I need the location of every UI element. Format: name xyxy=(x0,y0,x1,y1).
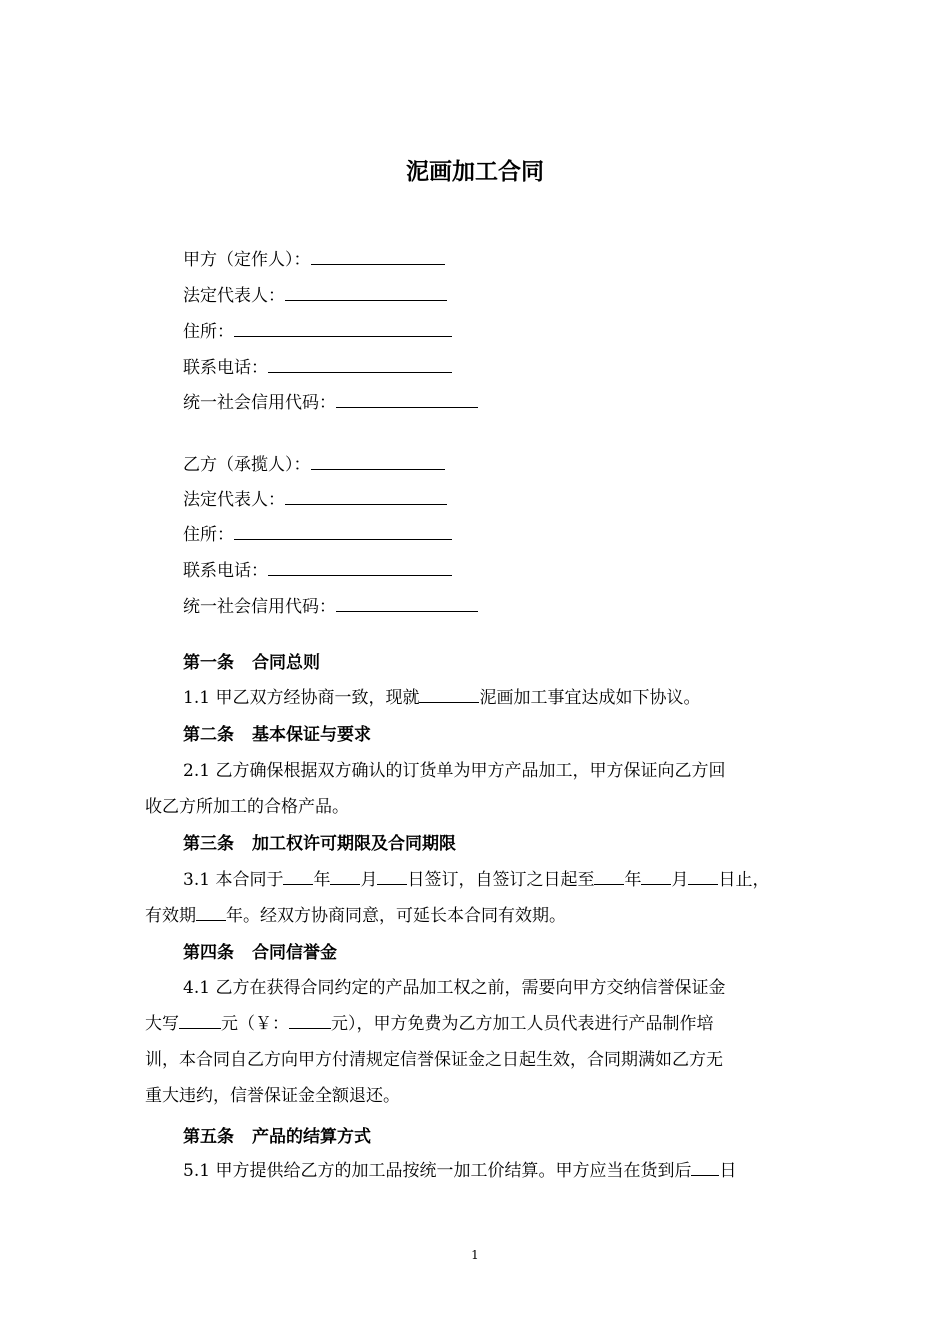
clause-1-1-text-a: 1.1 甲乙双方经协商一致，现就 xyxy=(183,688,420,708)
end-year-blank[interactable] xyxy=(594,864,624,885)
clause-4-1-line-3: 训，本合同自乙方向甲方付清规定信誉保证金之日起生效，合同期满如乙方无 xyxy=(145,1050,723,1070)
party-a-credit-code-label: 统一社会信用代码： xyxy=(183,393,336,413)
party-b-rep-blank[interactable] xyxy=(285,484,447,505)
clause-4-1-line-1: 4.1 乙方在获得合同约定的产品加工权之前，需要向甲方交纳信誉保证金 xyxy=(183,978,726,998)
sign-day-blank[interactable] xyxy=(377,864,407,885)
party-b-rep-field xyxy=(183,484,447,512)
clause-3-1-text-e: 年 xyxy=(624,870,642,890)
deposit-words-blank[interactable] xyxy=(179,1008,221,1029)
clause-1-1 xyxy=(145,680,805,716)
clause-3-1 xyxy=(145,862,805,934)
sign-year-blank[interactable] xyxy=(283,864,313,885)
page-number: 1 xyxy=(471,1248,479,1262)
article-4-heading xyxy=(183,941,337,965)
party-b-credit-code-field xyxy=(183,591,478,619)
article-1-number: 第一条 xyxy=(183,653,234,673)
clause-3-1-text-h: 有效期 xyxy=(145,906,196,926)
clause-3-1-text-d: 日签订，自签订之日起至 xyxy=(407,870,595,890)
party-b-name-blank[interactable] xyxy=(311,449,445,470)
clause-2-1 xyxy=(145,753,805,825)
clause-5-1-text-a: 5.1 甲方提供给乙方的加工品按统一加工价结算。甲方应当在货到后 xyxy=(183,1161,692,1181)
deposit-amount-blank[interactable] xyxy=(289,1008,331,1029)
party-a-credit-code-field xyxy=(183,387,478,415)
party-a-rep-blank[interactable] xyxy=(285,280,447,301)
article-3-title: 加工权许可期限及合同期限 xyxy=(252,834,456,854)
article-5-heading xyxy=(183,1125,371,1149)
party-a-address-blank[interactable] xyxy=(234,316,452,337)
article-4-title: 合同信誉金 xyxy=(252,943,337,963)
clause-4-1-text-b: 元（￥： xyxy=(221,1014,289,1034)
party-b-name-field xyxy=(183,449,445,477)
party-b-address-blank[interactable] xyxy=(234,519,452,540)
party-b-phone-field xyxy=(183,555,452,583)
clause-2-1-line-2: 收乙方所加工的合格产品。 xyxy=(145,797,349,817)
party-a-address-field xyxy=(183,316,452,344)
party-a-credit-code-blank[interactable] xyxy=(336,387,478,408)
article-5-title: 产品的结算方式 xyxy=(252,1127,371,1147)
article-1-title: 合同总则 xyxy=(252,653,320,673)
party-a-name-label: 甲方（定作人）： xyxy=(183,250,311,270)
party-a-rep-field xyxy=(183,280,447,308)
party-a-rep-label: 法定代表人： xyxy=(183,286,285,306)
sign-month-blank[interactable] xyxy=(330,864,360,885)
party-b-rep-label: 法定代表人： xyxy=(183,490,285,510)
clause-4-1-line-4: 重大违约，信誉保证金全额退还。 xyxy=(145,1086,400,1106)
document-title: 泥画加工合同 xyxy=(406,159,544,185)
clause-5-1-text-b: 日 xyxy=(719,1161,737,1181)
clause-4-1 xyxy=(145,970,805,1114)
validity-years-blank[interactable] xyxy=(196,900,226,921)
party-b-phone-blank[interactable] xyxy=(268,555,452,576)
payment-days-blank[interactable] xyxy=(691,1155,719,1176)
party-a-address-label: 住所： xyxy=(183,322,234,342)
party-a-name-field xyxy=(183,244,445,272)
party-a-phone-blank[interactable] xyxy=(268,352,452,373)
clause-3-1-text-a: 3.1 本合同于 xyxy=(183,870,284,890)
article-5-number: 第五条 xyxy=(183,1127,234,1147)
clause-3-1-text-f: 月 xyxy=(671,870,689,890)
clause-1-1-blank[interactable] xyxy=(419,682,479,703)
clause-1-1-text-b: 泥画加工事宜达成如下协议。 xyxy=(479,688,701,708)
party-a-name-blank[interactable] xyxy=(311,244,445,265)
clause-3-1-text-c: 月 xyxy=(360,870,378,890)
party-b-name-label: 乙方（承揽人）： xyxy=(183,455,311,475)
party-b-address-field xyxy=(183,519,452,547)
end-month-blank[interactable] xyxy=(641,864,671,885)
article-2-heading xyxy=(183,723,371,747)
clause-4-1-text-c: 元），甲方免费为乙方加工人员代表进行产品制作培 xyxy=(331,1014,714,1034)
party-b-phone-label: 联系电话： xyxy=(183,561,268,581)
party-a-phone-label: 联系电话： xyxy=(183,358,268,378)
clause-3-1-text-b: 年 xyxy=(313,870,331,890)
clause-5-1 xyxy=(145,1153,805,1189)
article-2-number: 第二条 xyxy=(183,725,234,745)
article-2-title: 基本保证与要求 xyxy=(252,725,371,745)
party-b-credit-code-blank[interactable] xyxy=(336,591,478,612)
clause-3-1-text-g: 日止， xyxy=(718,870,770,890)
end-day-blank[interactable] xyxy=(688,864,718,885)
clause-4-1-text-a: 大写 xyxy=(145,1014,179,1034)
article-4-number: 第四条 xyxy=(183,943,234,963)
party-a-phone-field xyxy=(183,352,452,380)
article-3-heading xyxy=(183,832,456,856)
article-3-number: 第三条 xyxy=(183,834,234,854)
party-b-credit-code-label: 统一社会信用代码： xyxy=(183,597,336,617)
article-1-heading xyxy=(183,651,320,675)
party-b-address-label: 住所： xyxy=(183,525,234,545)
clause-3-1-text-i: 年。经双方协商同意，可延长本合同有效期。 xyxy=(226,906,566,926)
clause-2-1-line-1: 2.1 乙方确保根据双方确认的订货单为甲方产品加工，甲方保证向乙方回 xyxy=(183,761,726,781)
